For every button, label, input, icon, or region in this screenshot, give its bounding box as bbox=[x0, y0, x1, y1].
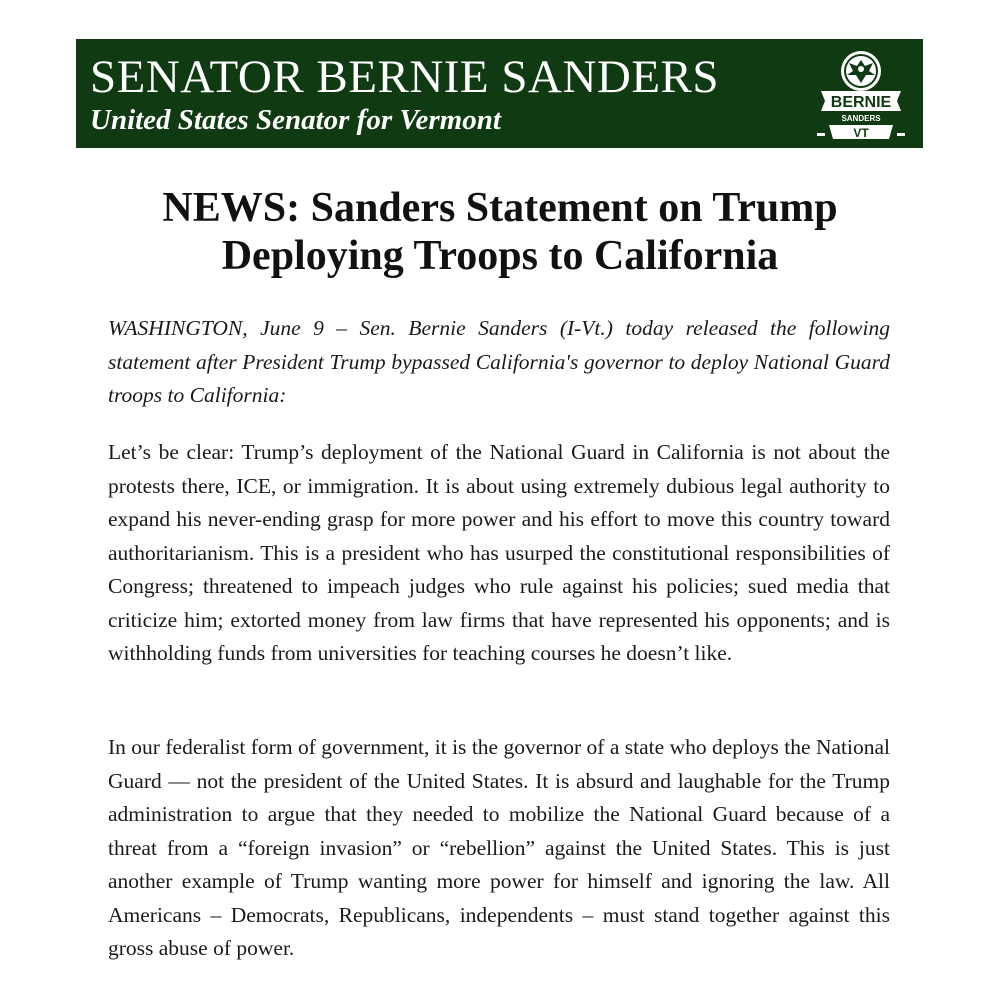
body-paragraph-1: Let’s be clear: Trump’s deployment of the National Guard in California is not about the protests there, ICE, or immigration. It is about using extremely dubious legal authority to expand his never-ending grasp for more power and his effort to move this country toward authoritarianism. This is a president who has usurped the constitutional responsibilities of Congress; threatened to impeach judges who rule against his policies; sued media that criticize him; extorted money from law firms that have represented his opponents; and is withholding funds from universities for teaching courses he doesn’t like. bbox=[108, 440, 890, 665]
senator-name: SENATOR BERNIE SANDERS bbox=[90, 51, 720, 103]
eagle-seal-icon bbox=[841, 51, 881, 91]
logo-line-sanders: SANDERS bbox=[841, 114, 881, 123]
senator-subtitle: United States Senator for Vermont bbox=[90, 104, 501, 136]
logo-line-vt: VT bbox=[853, 126, 869, 140]
headline: NEWS: Sanders Statement on Trump Deploying Troops to California bbox=[162, 185, 838, 279]
logo-line-bernie: BERNIE bbox=[830, 94, 892, 111]
body-paragraph-2: In our federalist form of government, it is the governor of a state who deploys the National Guard — not the president of the United States. It is absurd and laughable for the Trump administration to argue that they needed to mobilize the National Guard because of a threat from a “foreign invasion” or “rebellion” against the United States. This is just another example of Trump wanting more power for himself and ignoring the law. All Americans – Democrats, Republicans, independents – must stand together against this gross abuse of power. bbox=[108, 735, 890, 960]
dateline-paragraph: WASHINGTON, June 9 – Sen. Bernie Sanders (I-Vt.) today released the following statement after President Trump bypassed California's governor to deploy National Guard troops to California: bbox=[108, 316, 890, 407]
header-banner bbox=[76, 39, 923, 148]
bernie-sanders-logo bbox=[813, 47, 909, 141]
